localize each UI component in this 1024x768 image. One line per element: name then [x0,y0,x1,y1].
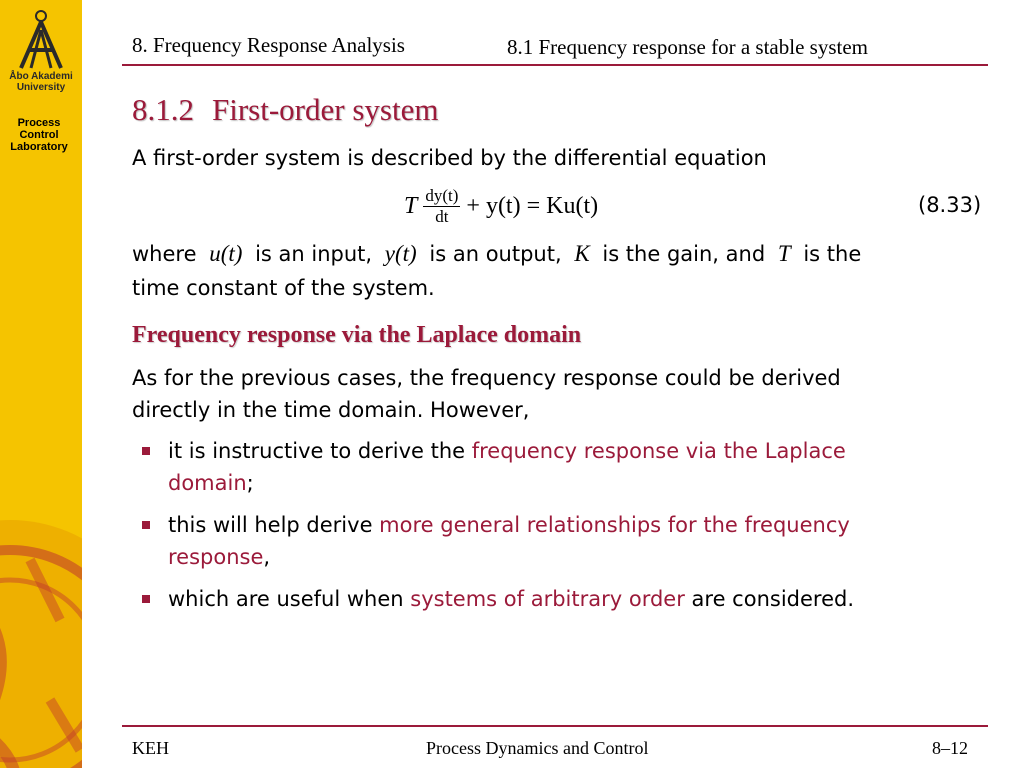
bullet-list [138,435,938,625]
where-word: where [132,242,197,266]
where-line2: time constant of the system. [132,276,435,300]
list-item [138,435,938,499]
bullet-text-end: , [263,545,271,569]
math-T: T [777,241,791,266]
header-divider [122,64,988,66]
university-logo [0,8,82,93]
lab-name [0,117,78,153]
title-text: First-order system [212,92,439,127]
bullet-square-icon [142,595,150,603]
equation-number: (8.33) [918,193,982,217]
university-name-line2: University [16,82,66,93]
footer-author: KEH [132,738,169,758]
footer-page-number: 8–12 [932,738,968,758]
lab-name-line3: Laboratory [10,141,68,153]
where-gain-text: is the gain, and [602,242,766,266]
math-K: K [574,241,590,266]
lab-name-line1: Process [17,117,61,129]
bullet-text-end: are considered. [684,587,854,611]
university-seal-watermark-icon [0,470,82,768]
math-u-t: u(t) [209,241,243,266]
eq-numerator: dy(t) [425,185,459,205]
bullet-highlight: frequency response via the Laplace domain [168,439,846,495]
equation-8-33 [404,180,598,232]
title-number: 8.1.2 [132,92,194,127]
bullet-highlight: more general relationships for the frequency response [168,513,850,569]
list-item [138,509,938,573]
footer-course: Process Dynamics and Control [426,738,649,758]
bullet-text: it is instructive to derive the [168,439,472,463]
page-title [132,92,438,128]
list-item [138,583,938,615]
section-header: 8.1 Frequency response for a stable system [507,35,868,59]
bullet-text-end: ; [246,471,254,495]
bullet-highlight: systems of arbitrary order [410,587,685,611]
chapter-header: 8. Frequency Response Analysis [132,33,405,57]
where-output-text: is an output, [429,242,562,266]
bullet-square-icon [142,521,150,529]
lab-name-line2: Control [19,129,59,141]
eq-T: T [404,192,418,219]
eq-fraction [423,186,460,227]
bullet-square-icon [142,447,150,455]
math-y-t: y(t) [384,241,417,266]
footer-divider [122,725,988,727]
bullet-text: this will help derive [168,513,380,537]
paragraph-line2: directly in the time domain. However, [132,398,530,422]
where-isthe-text: is the [803,242,862,266]
where-line1 [132,238,861,270]
bullet-text: which are useful when [168,587,411,611]
subheading: Frequency response via the Laplace domain [132,322,582,348]
intro-text: A first-order system is described by the differential equation [132,146,767,170]
eq-rest: + y(t) = Ku(t) [466,192,599,219]
abo-akademi-logo-icon [11,8,71,70]
eq-denominator: dt [435,206,449,226]
sidebar [0,0,82,768]
university-name-line1: Åbo Akademi [9,71,73,82]
paragraph-line1: As for the previous cases, the frequency response could be derived [132,366,841,390]
where-input-text: is an input, [255,242,373,266]
